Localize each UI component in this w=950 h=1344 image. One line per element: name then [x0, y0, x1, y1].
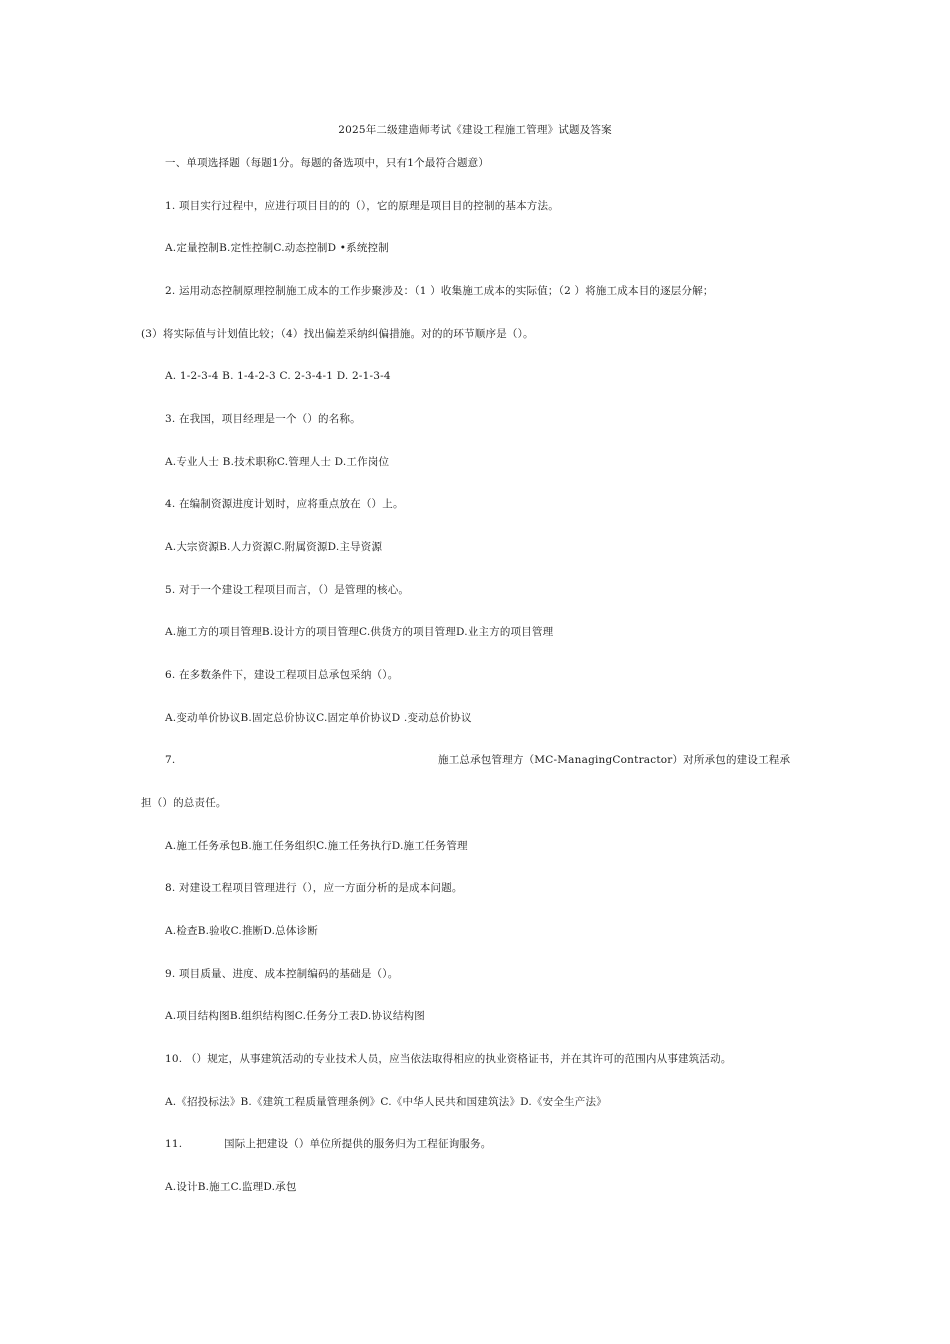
- question-9: 9. 项目质量、进度、成本控制编码的基础是（）。: [165, 968, 399, 980]
- question-5: 5. 对于一个建设工程项目而言，（）是管理的核心。: [165, 584, 410, 596]
- question-4-options: A.大宗资源B.人力资源C.附属资源D.主导资源: [165, 541, 383, 553]
- question-8-options: A.检查B.验收C.推断D.总体诊断: [165, 925, 318, 937]
- section-heading: 一、单项选择题（每题1分。每题的备选项中，只有1个最符合题意）: [165, 157, 490, 169]
- question-10-options: A.《招投标法》B.《建筑工程质量管理条例》C.《中华人民共和国建筑法》D.《安全生产法》: [165, 1096, 607, 1108]
- question-7-number: 7.: [165, 754, 176, 766]
- question-1: 1. 项目实行过程中，应进行项目目的的（），它的原理是项目目的控制的基本方法。: [165, 200, 559, 212]
- question-9-options: A.项目结构图B.组织结构图C.任务分工表D.协议结构图: [165, 1010, 425, 1022]
- question-10: 10. （）规定，从事建筑活动的专业技术人员，应当依法取得相应的执业资格证书，并在其许可的范围内从事建筑活动。: [165, 1053, 732, 1065]
- question-3: 3. 在我国，项目经理是一个（）的名称。: [165, 413, 361, 425]
- question-8: 8. 对建设工程项目管理进行（），应一方面分析的是成本问题。: [165, 882, 463, 894]
- question-6: 6. 在多数条件下，建设工程项目总承包采纳（）。: [165, 669, 399, 681]
- question-2-continued: (3）将实际值与计划值比较；（4）找出偏差采纳纠偏措施。对的的环节顺序是（）。: [141, 328, 534, 340]
- question-11-options: A.设计B.施工C.监理D.承包: [165, 1181, 297, 1193]
- question-7: 施工总承包管理方（MC-ManagingContractor）对所承包的建设工程承: [438, 754, 791, 766]
- question-3-options: A.专业人士 B.技术职称C.管理人士 D.工作岗位: [165, 456, 390, 468]
- question-2-options: A. 1-2-3-4 B. 1-4-2-3 C. 2-3-4-1 D. 2-1-3-4: [165, 370, 391, 382]
- question-1-options: A.定量控制B.定性控制C.动态控制D •系统控制: [165, 242, 389, 254]
- question-7-continued: 担（）的总责任。: [141, 797, 227, 809]
- question-7-options: A.施工任务承包B.施工任务组织C.施工任务执行D.施工任务管理: [165, 840, 468, 852]
- question-11: 国际上把建设（）单位所提供的服务归为工程征询服务。: [224, 1138, 492, 1150]
- question-4: 4. 在编制资源进度计划时，应将重点放在（）上。: [165, 498, 404, 510]
- page-title: 2025年二级建造师考试《建设工程施工管理》试题及答案: [338, 124, 612, 136]
- question-5-options: A.施工方的项目管理B.设计方的项目管理C.供货方的项目管理D.业主方的项目管理: [165, 626, 554, 638]
- question-2: 2. 运用动态控制原理控制施工成本的工作步聚涉及：（1 ）收集施工成本的实际值；（2 ）将施工成本目的逐层分解；: [165, 285, 714, 297]
- question-11-number: 11.: [165, 1138, 183, 1150]
- question-6-options: A.变动单价协议B.固定总价协议C.固定单价协议D .变动总价协议: [165, 712, 472, 724]
